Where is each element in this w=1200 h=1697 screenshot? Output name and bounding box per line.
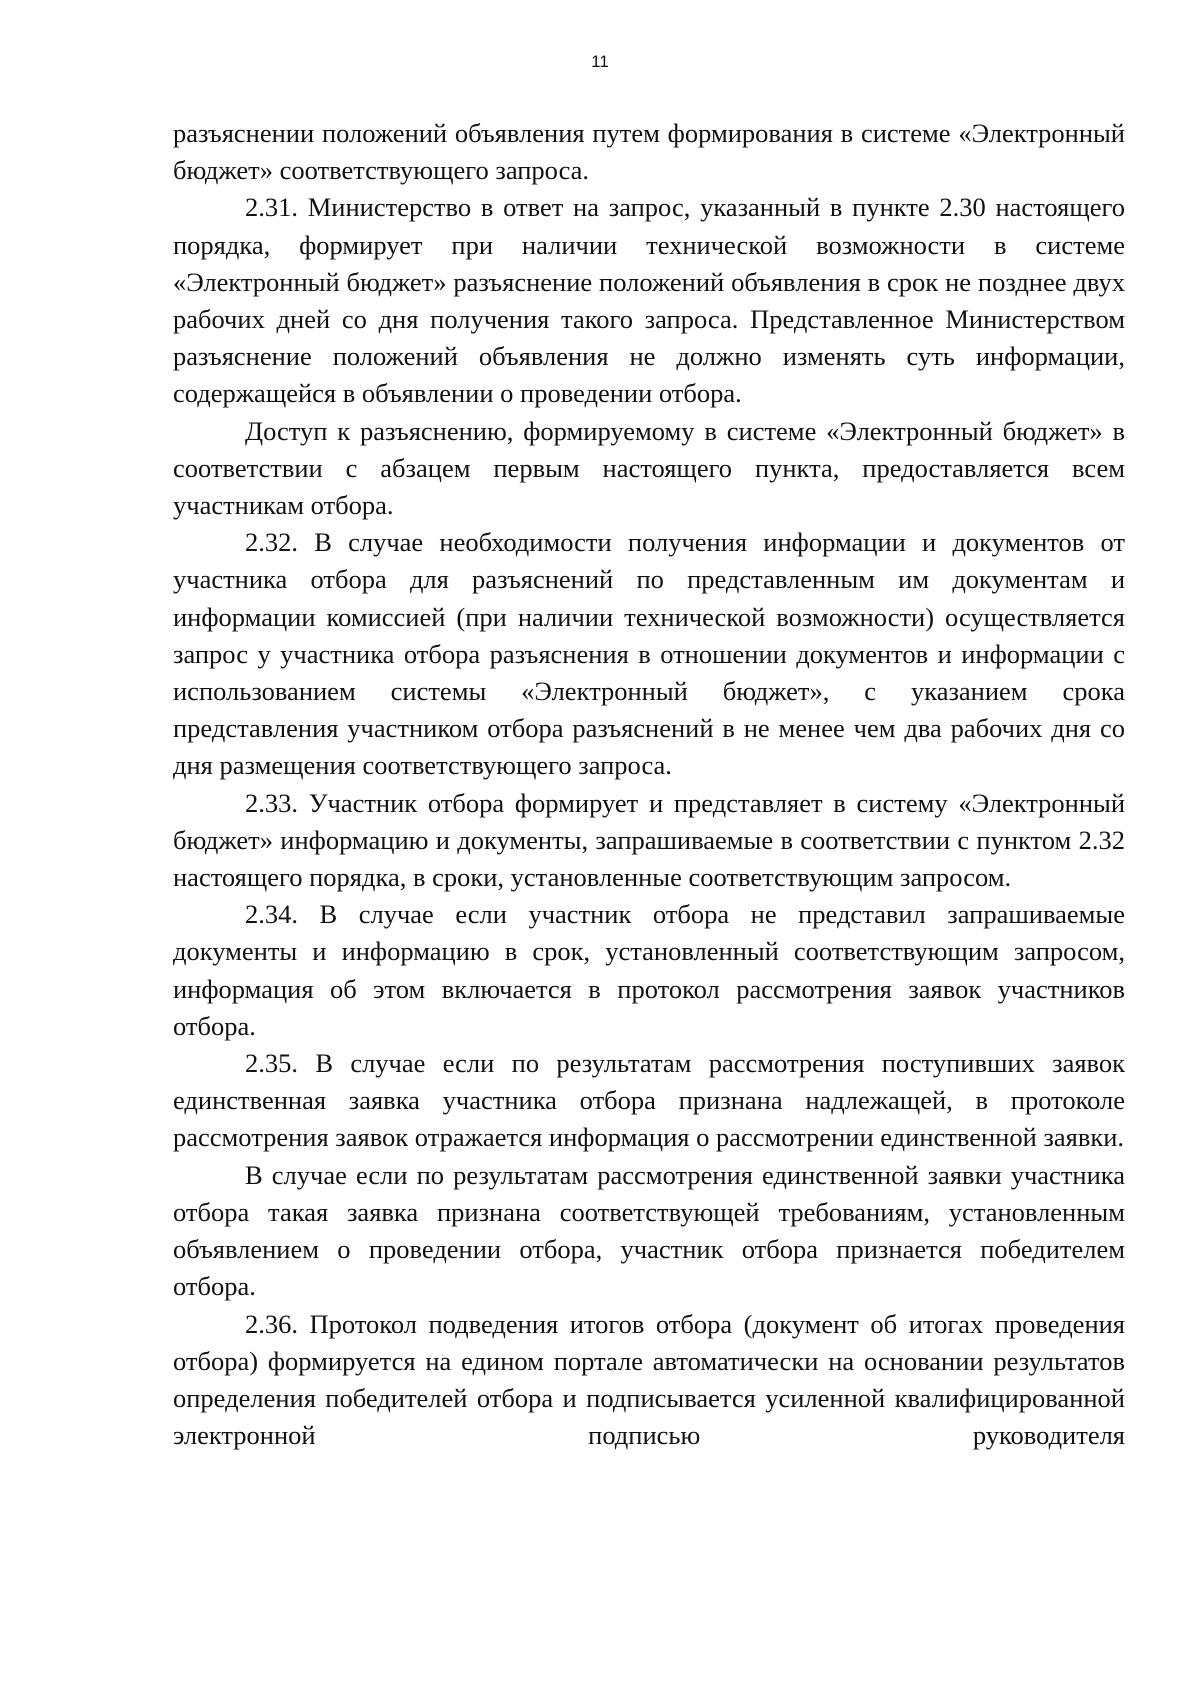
- paragraph-single-application: В случае если по результатам рассмотрения единственной заявки участника отбора такая заявка признана соответствующей требованиям, установленным объявлением о проведении отбора, участник отбора признается победителем отбора.: [173, 1159, 1125, 1302]
- paragraph-access-clarification: Доступ к разъяснению, формируемому в системе «Электронный бюджет» в соответствии с абзацем первым настоящего пункта, предоставляется всем участникам отбора.: [173, 415, 1125, 521]
- paragraph-continuation: разъяснении положений объявления путем формирования в системе «Электронный бюджет» соответствующего запроса.: [173, 118, 1125, 186]
- document-body: [173, 115, 1125, 1454]
- paragraph-2-32: 2.32. В случае необходимости получения информации и документов от участника отбора для разъяснений по представленным им документам и информации комиссией (при наличии технической возможности) осуществляется запрос у участника отбора разъяснения в отношении документов и информации с использованием системы «Электронный бюджет», с указанием срока представления участником отбора разъяснений в не менее чем два рабочих дня со дня размещения соответствующего запроса.: [173, 527, 1125, 781]
- paragraph-2-34: 2.34. В случае если участник отбора не представил запрашиваемые документы и информацию в срок, установленный соответствующим запросом, информация об этом включается в протокол рассмотрения заявок участников отбора.: [173, 899, 1125, 1041]
- page-number: 11: [591, 52, 609, 71]
- paragraph-2-35: 2.35. В случае если по результатам рассмотрения поступивших заявок единственная заявка участника отбора признана надлежащей, в протоколе рассмотрения заявок отражается информация о рассмотрении единственной заявки.: [173, 1048, 1125, 1153]
- paragraph-2-31: 2.31. Министерство в ответ на запрос, указанный в пункте 2.30 настоящего порядка, формирует при наличии технической возможности в системе «Электронный бюджет» разъяснение положений объявления в срок не позднее двух рабочих дней со дня получения такого запроса. Представленное Министерством разъяснение положений объявления не должно изменять суть информации, содержащейся в объявлении о проведении отбора.: [173, 192, 1125, 409]
- paragraph-2-33: 2.33. Участник отбора формирует и представляет в систему «Электронный бюджет» информацию и документы, запрашиваемые в соответствии с пунктом 2.32 настоящего порядка, в сроки, установленные соответствующим запросом.: [173, 787, 1125, 893]
- paragraph-2-36: 2.36. Протокол подведения итогов отбора (документ об итогах проведения отбора) формируется на едином портале автоматически на основании результатов определения победителей отбора и подписывается усиленной квалифицированной электронной подписью руководителя: [173, 1308, 1125, 1451]
